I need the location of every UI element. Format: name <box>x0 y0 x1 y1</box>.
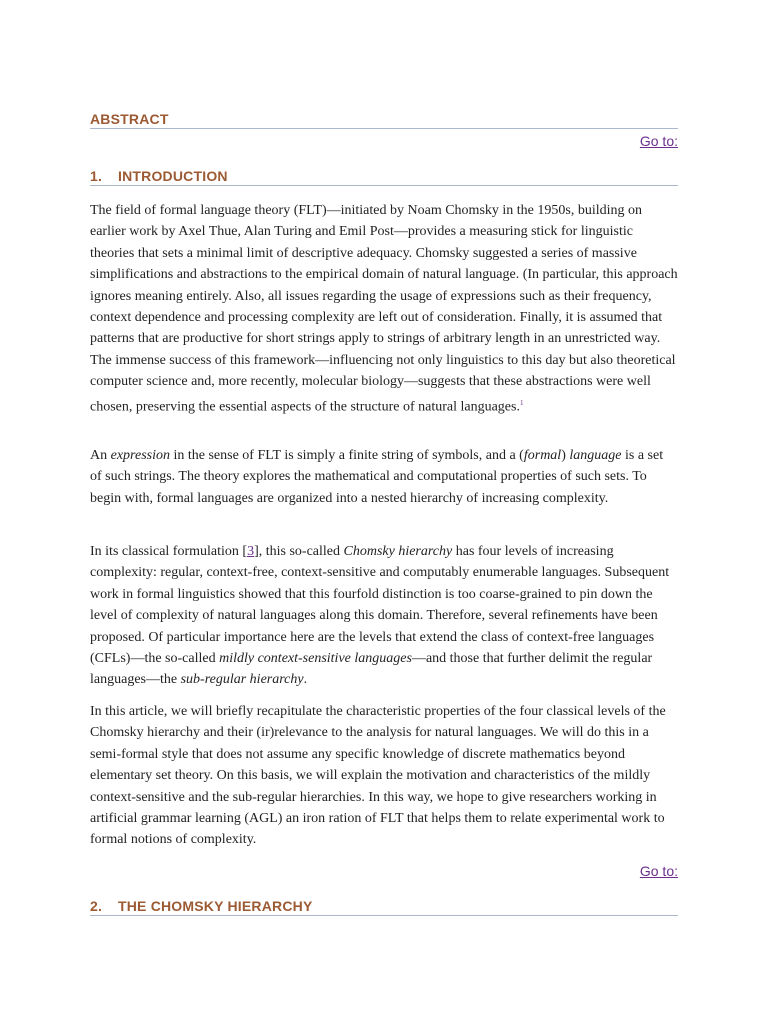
text-run: . <box>303 672 308 688</box>
section-title: ABSTRACT <box>90 111 169 127</box>
emphasis-sub-regular-hierarchy: sub-regular hierarchy <box>180 672 304 688</box>
emphasis-language: language <box>569 448 622 463</box>
paragraph-1 <box>90 200 678 418</box>
paragraph-4 <box>90 701 678 851</box>
reference-link[interactable]: 3 <box>247 544 255 559</box>
text-run: In its classical formulation [ <box>90 544 248 559</box>
section-heading-chomsky-hierarchy[interactable] <box>90 898 678 916</box>
section-title: INTRODUCTION <box>118 168 228 184</box>
section-heading-introduction[interactable] <box>90 168 678 186</box>
paragraph-2 <box>90 445 678 509</box>
paragraph-3 <box>90 541 678 691</box>
emphasis-mildly-context-sensitive: mildly context-sensitive languages <box>219 651 412 667</box>
emphasis-formal: formal <box>523 448 562 463</box>
text-run: ) <box>561 448 570 463</box>
text-run: has four levels of increasing complexity: regular, context-free, context-sensitive and computably enumerable languages. Subsequent work in formal linguistics showed that this fourfold distinction is too coarse-grained to pin down the level of complexity of natural languages along this domain. Therefore, several refinements have been proposed. Of particular importance here are the levels that extend the class of context-free languages (CFLs)—the so-called <box>90 544 670 667</box>
section-number: 2. <box>90 898 103 914</box>
emphasis-expression: expression <box>110 448 170 463</box>
text-run: is a set of such strings. The theory explores the mathematical and computational properties of such sets. To begin with, formal languages are organized into a nested hierarchy of increasing complexity. <box>90 448 664 506</box>
goto-link[interactable]: Go to: <box>639 863 678 879</box>
paragraph-text: The field of formal language theory (FLT)—initiated by Noam Chomsky in the 1950s, building on earlier work by Axel Thue, Alan Turing and Emil Post—provides a measuring stick for linguistic theories that sets a minimal limit of descriptive adequacy. Chomsky suggested a series of massive simplifications and abstractions to the empirical domain of natural language. (In particular, this approach ignores meaning entirely. Also, all issues regarding the usage of expressions such as their frequency, context dependence and processing complexity are left out of consideration. Finally, it is assumed that patterns that are productive for short strings apply to strings of arbitrary length in an unrestricted way. The immense success of this framework—influencing not only linguistics to this day but also theoretical computer science and, more recently, molecular biology—suggests that these abstractions were well chosen, preserving the essential aspects of the structure of natural languages. <box>90 203 678 415</box>
emphasis-chomsky-hierarchy: Chomsky hierarchy <box>343 544 453 559</box>
section-heading-abstract[interactable] <box>90 111 678 129</box>
text-run: ], this so-called <box>254 544 344 559</box>
section-title: THE CHOMSKY HIERARCHY <box>118 898 313 914</box>
paragraph-text: In this article, we will briefly recapitulate the characteristic properties of the four classical levels of the Chomsky hierarchy and their (ir)relevance to the analysis for natural languages. We will do this in a semi-formal style that does not assume any specific knowledge of discrete mathematics beyond elementary set theory. On this basis, we will explain the motivation and characteristics of the mildly context-sensitive and the sub-regular hierarchies. In this way, we hope to give researchers working in artificial grammar learning (AGL) an iron ration of FLT that helps them to relate experimental work to formal notions of complexity. <box>90 704 666 848</box>
text-run: An <box>90 448 111 463</box>
goto-link[interactable]: Go to: <box>639 133 678 149</box>
footnote-link[interactable]: 1 <box>519 398 524 407</box>
section-number: 1. <box>90 168 103 184</box>
text-run: —and those that further delimit the regular languages—the <box>90 651 653 688</box>
text-run: in the sense of FLT is simply a finite string of symbols, and a ( <box>169 448 524 463</box>
